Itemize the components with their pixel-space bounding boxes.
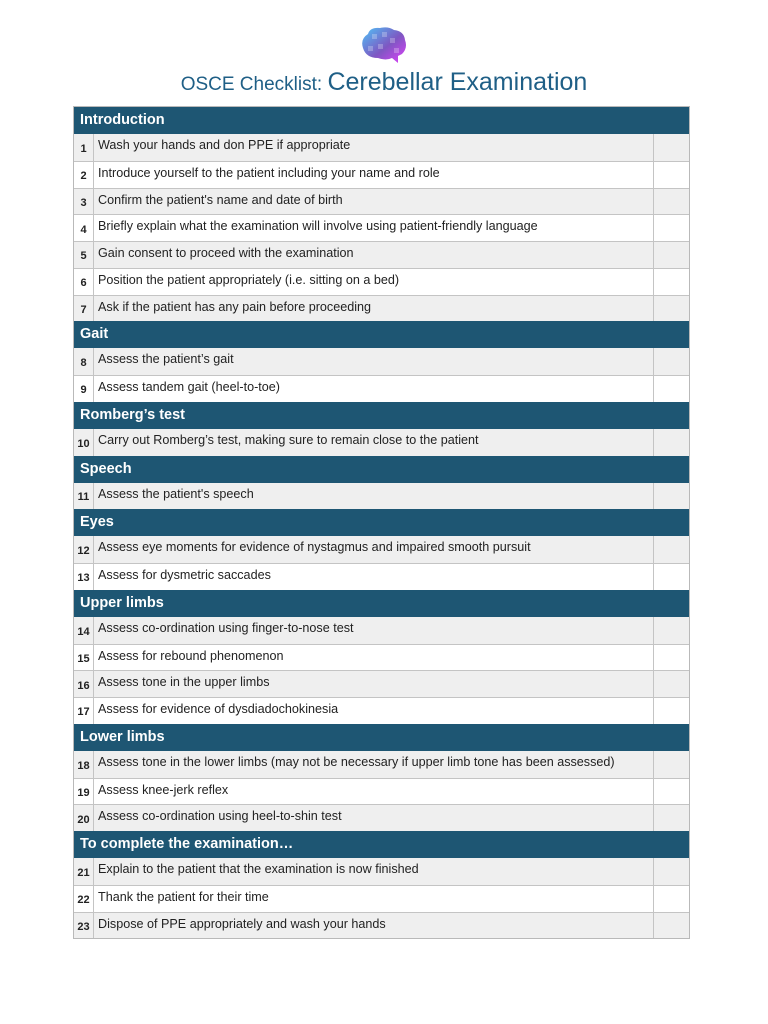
checkbox-cell[interactable] <box>654 429 689 456</box>
item-number: 1 <box>74 134 94 161</box>
item-number: 7 <box>74 296 94 322</box>
checklist-row <box>74 885 689 912</box>
item-text: Dispose of PPE appropriately and wash your hands <box>94 913 654 939</box>
checkbox-cell[interactable] <box>654 617 689 644</box>
checklist-row <box>74 563 689 590</box>
checklist-row <box>74 375 689 402</box>
item-number: 12 <box>74 536 94 563</box>
checkbox-cell[interactable] <box>654 134 689 161</box>
item-text: Introduce yourself to the patient including your name and role <box>94 162 654 188</box>
checklist-row <box>74 483 689 510</box>
section-header: Upper limbs <box>74 590 689 617</box>
checkbox-cell[interactable] <box>654 536 689 563</box>
item-number: 20 <box>74 805 94 831</box>
title-main: Cerebellar Examination <box>327 68 588 96</box>
checklist-row <box>74 617 689 644</box>
item-number: 18 <box>74 751 94 778</box>
item-number: 17 <box>74 698 94 724</box>
item-text: Assess for dysmetric saccades <box>94 564 654 590</box>
checkbox-cell[interactable] <box>654 913 689 939</box>
item-text: Assess for evidence of dysdiadochokinesia <box>94 698 654 724</box>
item-text: Assess for rebound phenomenon <box>94 645 654 671</box>
item-number: 6 <box>74 269 94 295</box>
checkbox-cell[interactable] <box>654 886 689 912</box>
checklist-row <box>74 670 689 697</box>
checklist-row <box>74 858 689 885</box>
item-text: Assess co-ordination using heel-to-shin test <box>94 805 654 831</box>
checklist-row <box>74 804 689 831</box>
checkbox-cell[interactable] <box>654 296 689 322</box>
checkbox-cell[interactable] <box>654 162 689 188</box>
item-text: Assess co-ordination using finger-to-nose test <box>94 617 654 644</box>
checklist-row <box>74 429 689 456</box>
checkbox-cell[interactable] <box>654 698 689 724</box>
page-title <box>0 68 768 97</box>
checklist-row <box>74 295 689 322</box>
item-text: Ask if the patient has any pain before proceeding <box>94 296 654 322</box>
item-text: Assess tone in the upper limbs <box>94 671 654 697</box>
item-number: 22 <box>74 886 94 912</box>
checklist-row <box>74 161 689 188</box>
item-number: 3 <box>74 189 94 215</box>
checkbox-cell[interactable] <box>654 483 689 510</box>
section-header: Eyes <box>74 509 689 536</box>
item-text: Assess the patient's speech <box>94 483 654 510</box>
item-text: Gain consent to proceed with the examination <box>94 242 654 268</box>
item-number: 10 <box>74 429 94 456</box>
checkbox-cell[interactable] <box>654 376 689 402</box>
item-number: 8 <box>74 348 94 375</box>
checklist-row <box>74 912 689 939</box>
checkbox-cell[interactable] <box>654 189 689 215</box>
checkbox-cell[interactable] <box>654 779 689 805</box>
checklist-row <box>74 188 689 215</box>
checklist-row <box>74 134 689 161</box>
item-text: Assess tone in the lower limbs (may not be necessary if upper limb tone has been assessed) <box>94 751 654 778</box>
item-number: 13 <box>74 564 94 590</box>
item-number: 11 <box>74 483 94 510</box>
item-text: Confirm the patient's name and date of birth <box>94 189 654 215</box>
title-prefix: OSCE Checklist: <box>180 74 328 95</box>
checklist-row <box>74 751 689 778</box>
item-number: 4 <box>74 215 94 241</box>
checkbox-cell[interactable] <box>654 348 689 375</box>
checkbox-cell[interactable] <box>654 645 689 671</box>
checkbox-cell[interactable] <box>654 805 689 831</box>
section-header: To complete the examination… <box>74 831 689 858</box>
checklist-row <box>74 697 689 724</box>
checklist-row <box>74 241 689 268</box>
checklist-row <box>74 348 689 375</box>
item-number: 23 <box>74 913 94 939</box>
section-header: Gait <box>74 321 689 348</box>
item-number: 19 <box>74 779 94 805</box>
checkbox-cell[interactable] <box>654 751 689 778</box>
item-text: Assess the patient’s gait <box>94 348 654 375</box>
item-number: 16 <box>74 671 94 697</box>
checkbox-cell[interactable] <box>654 215 689 241</box>
checkbox-cell[interactable] <box>654 242 689 268</box>
item-text: Wash your hands and don PPE if appropriate <box>94 134 654 161</box>
brain-icon <box>360 26 408 66</box>
section-header: Speech <box>74 456 689 483</box>
item-text: Assess eye moments for evidence of nystagmus and impaired smooth pursuit <box>94 536 654 563</box>
checklist-row <box>74 778 689 805</box>
item-text: Briefly explain what the examination will involve using patient-friendly language <box>94 215 654 241</box>
checklist-row <box>74 644 689 671</box>
checkbox-cell[interactable] <box>654 269 689 295</box>
item-text: Explain to the patient that the examination is now finished <box>94 858 654 885</box>
item-number: 21 <box>74 858 94 885</box>
section-header: Introduction <box>74 107 689 134</box>
item-number: 9 <box>74 376 94 402</box>
item-number: 2 <box>74 162 94 188</box>
checklist-row <box>74 268 689 295</box>
checklist-table <box>73 106 690 939</box>
item-number: 15 <box>74 645 94 671</box>
item-number: 14 <box>74 617 94 644</box>
section-header: Lower limbs <box>74 724 689 751</box>
item-number: 5 <box>74 242 94 268</box>
checkbox-cell[interactable] <box>654 671 689 697</box>
item-text: Assess tandem gait (heel-to-toe) <box>94 376 654 402</box>
section-header: Romberg’s test <box>74 402 689 429</box>
item-text: Thank the patient for their time <box>94 886 654 912</box>
item-text: Carry out Romberg’s test, making sure to remain close to the patient <box>94 429 654 456</box>
item-text: Assess knee-jerk reflex <box>94 779 654 805</box>
item-text: Position the patient appropriately (i.e. sitting on a bed) <box>94 269 654 295</box>
checkbox-cell[interactable] <box>654 858 689 885</box>
checklist-row <box>74 536 689 563</box>
checkbox-cell[interactable] <box>654 564 689 590</box>
checklist-row <box>74 214 689 241</box>
